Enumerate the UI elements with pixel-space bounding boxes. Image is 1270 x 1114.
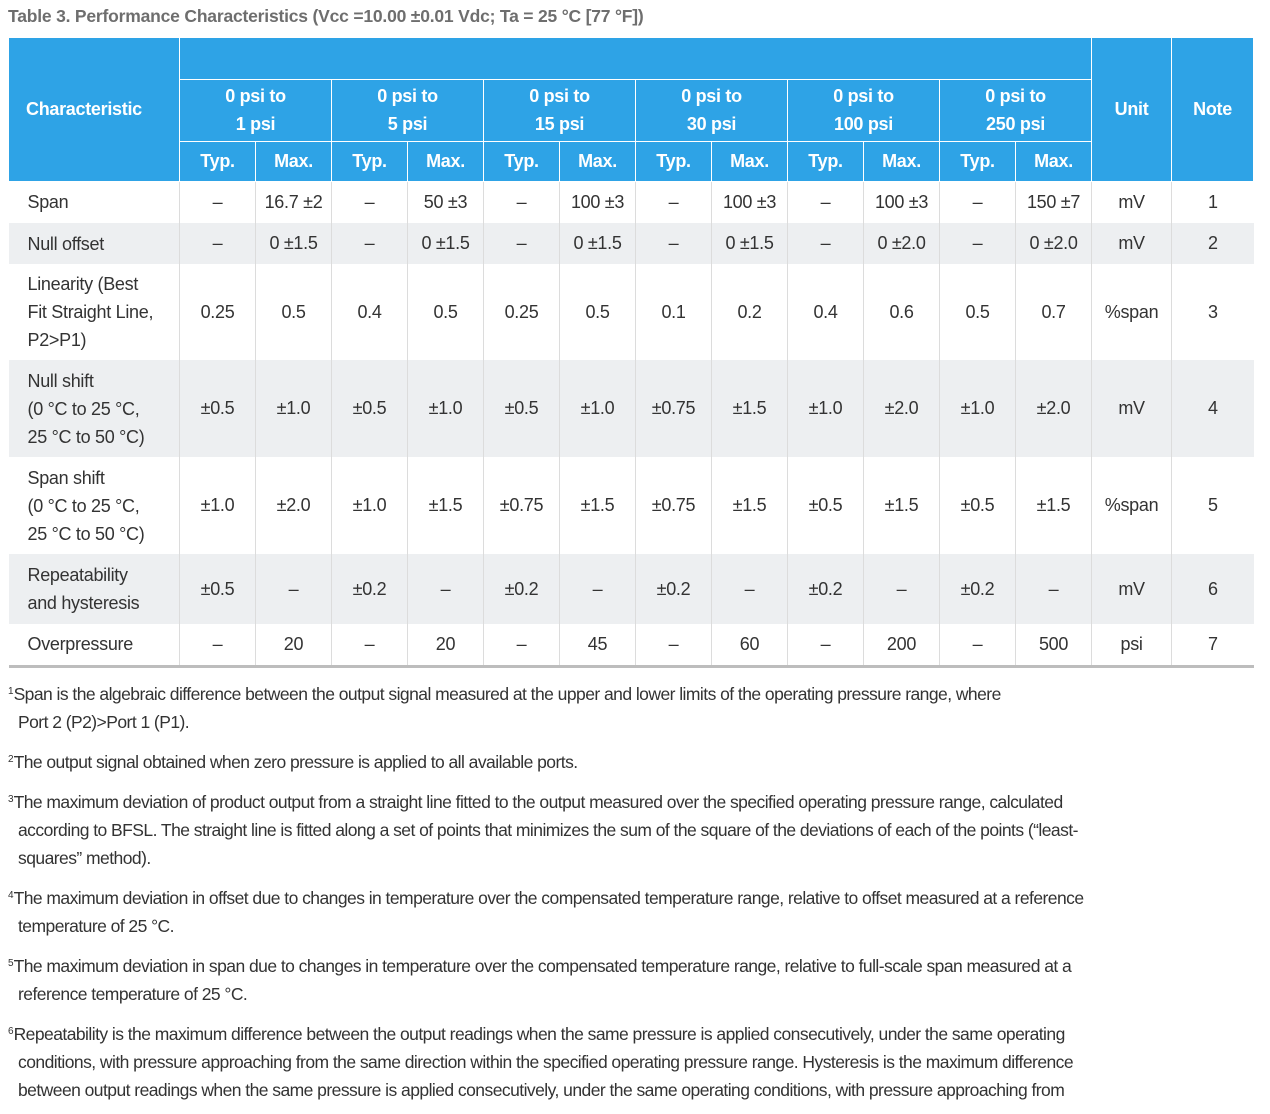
table-cell: ±1.0 — [408, 360, 484, 457]
table-cell: – — [332, 223, 408, 264]
table-cell: ±1.5 — [712, 457, 788, 554]
header-max: Max. — [1016, 141, 1092, 181]
table-cell: 0.5 — [940, 264, 1016, 360]
table-cell: – — [940, 181, 1016, 223]
table-cell: 0.25 — [484, 264, 560, 360]
characteristic-line: (0 °C to 25 °C, — [27, 495, 140, 516]
header-unit: Unit — [1092, 38, 1172, 181]
table-cell: ±1.0 — [788, 360, 864, 457]
table-cell: ±1.0 — [180, 457, 256, 554]
footnote-number: 4 — [8, 890, 14, 901]
table-cell: ±2.0 — [256, 457, 332, 554]
footnotes — [8, 678, 1253, 1114]
table-cell: – — [180, 181, 256, 223]
row-unit: mV — [1092, 554, 1172, 624]
footnote — [8, 746, 1253, 776]
table-cell: 100 ±3 — [560, 181, 636, 223]
table-cell: – — [560, 554, 636, 624]
table-cell: 0.5 — [408, 264, 484, 360]
footnote-line: Span is the algebraic difference between the output signal measured at the upper and lower limits of the operating pressure range, where — [13, 684, 1001, 704]
table-row — [9, 181, 1254, 223]
table-cell: – — [332, 624, 408, 666]
header-range-line: 30 psi — [686, 114, 737, 134]
footnote-line: reference temperature of 25 °C. — [18, 984, 248, 1004]
table-row — [9, 264, 1254, 360]
row-unit: mV — [1092, 181, 1172, 223]
footnote — [8, 1018, 1253, 1104]
table-cell: – — [636, 223, 712, 264]
table-cell: 0 ±1.5 — [256, 223, 332, 264]
characteristic-line: Span shift — [27, 467, 105, 488]
table-cell: – — [636, 624, 712, 666]
table-cell: 0.1 — [636, 264, 712, 360]
header-range — [332, 79, 484, 141]
header-range — [180, 79, 332, 141]
row-unit: psi — [1092, 624, 1172, 666]
footnote-line: Repeatability is the maximum difference between the output readings when the same pressure is applied consecutively, under the same operating — [13, 1024, 1065, 1044]
table-cell: 50 ±3 — [408, 181, 484, 223]
table-cell: 200 — [864, 624, 940, 666]
table-row — [9, 360, 1254, 457]
table-cell: – — [940, 223, 1016, 264]
footnote — [8, 950, 1253, 1008]
table-cell: – — [484, 223, 560, 264]
table-cell: 0 ±1.5 — [408, 223, 484, 264]
row-characteristic — [9, 360, 180, 457]
table-cell: 100 ±3 — [864, 181, 940, 223]
table-row — [9, 624, 1254, 666]
table-cell: – — [788, 624, 864, 666]
table-cell: – — [864, 554, 940, 624]
table-cell: 60 — [712, 624, 788, 666]
table-cell: – — [940, 624, 1016, 666]
footnote-line: The maximum deviation in span due to changes in temperature over the compensated temperature range, relative to full-scale span measured at a — [13, 956, 1072, 976]
table-cell: ±2.0 — [1016, 360, 1092, 457]
table-cell: ±0.5 — [940, 457, 1016, 554]
table-cell: 500 — [1016, 624, 1092, 666]
characteristic-line: P2>P1) — [27, 330, 87, 350]
header-range-line: 0 psi to — [985, 86, 1046, 106]
row-unit: %span — [1092, 457, 1172, 554]
table-cell: ±1.5 — [864, 457, 940, 554]
table-cell: 16.7 ±2 — [256, 181, 332, 223]
footnote-line: according to BFSL. The straight line is fitted along a set of points that minimizes the sum of the square of the deviations of each of the points (“least- — [18, 820, 1078, 840]
characteristic-line: (0 °C to 25 °C, — [27, 398, 140, 419]
table-cell: 100 ±3 — [712, 181, 788, 223]
footnote — [8, 678, 1253, 736]
table-cell: ±0.2 — [332, 554, 408, 624]
header-spacer — [180, 38, 1092, 79]
table-cell: 0.6 — [864, 264, 940, 360]
characteristic-line: 25 °C to 50 °C) — [27, 523, 145, 544]
header-range-line: 1 psi — [235, 114, 276, 134]
table-cell: 0 ±2.0 — [1016, 223, 1092, 264]
table-cell: 0.7 — [1016, 264, 1092, 360]
footnote-line: conditions, with pressure approaching from the same direction within the specified operating pressure range. Hysteresis is the maximum difference — [18, 1052, 1074, 1072]
table-cell: ±1.5 — [408, 457, 484, 554]
header-range-line: 100 psi — [834, 114, 893, 134]
table-cell: ±0.2 — [484, 554, 560, 624]
row-note: 2 — [1172, 223, 1254, 264]
table-cell: – — [180, 624, 256, 666]
table-cell: 150 ±7 — [1016, 181, 1092, 223]
header-range — [636, 79, 788, 141]
table-cell: ±0.75 — [636, 457, 712, 554]
header-range-line: 5 psi — [387, 114, 428, 134]
footnote-line: The output signal obtained when zero pressure is applied to all available ports. — [13, 752, 578, 772]
characteristic-line: Null offset — [27, 233, 104, 254]
row-note: 6 — [1172, 554, 1254, 624]
characteristic-line: 25 °C to 50 °C) — [27, 426, 145, 447]
table-row — [9, 554, 1254, 624]
table-cell: – — [484, 624, 560, 666]
table-cell: ±0.5 — [484, 360, 560, 457]
header-max: Max. — [560, 141, 636, 181]
row-characteristic — [9, 264, 180, 360]
footnote-number: 6 — [8, 1026, 14, 1037]
row-characteristic — [9, 624, 180, 666]
characteristic-line: Span — [27, 192, 69, 213]
table-cell: 0 ±1.5 — [712, 223, 788, 264]
table-cell: 0.5 — [560, 264, 636, 360]
table-cell: 0.2 — [712, 264, 788, 360]
header-range — [484, 79, 636, 141]
table-cell: ±0.2 — [940, 554, 1016, 624]
table-cell: ±1.5 — [712, 360, 788, 457]
header-typ: Typ. — [332, 141, 408, 181]
header-max: Max. — [408, 141, 484, 181]
table-cell: ±0.5 — [332, 360, 408, 457]
table-cell: 45 — [560, 624, 636, 666]
table-cell: ±1.5 — [560, 457, 636, 554]
table-cell: ±0.5 — [180, 554, 256, 624]
header-range — [788, 79, 940, 141]
table-cell: – — [180, 223, 256, 264]
table-cell: 0.4 — [332, 264, 408, 360]
table-cell: ±1.5 — [1016, 457, 1092, 554]
table-cell: 20 — [256, 624, 332, 666]
table-cell: ±1.0 — [332, 457, 408, 554]
table-cell: 20 — [408, 624, 484, 666]
table-cell: ±0.75 — [636, 360, 712, 457]
header-range-line: 0 psi to — [225, 86, 286, 106]
table-cell: ±0.2 — [636, 554, 712, 624]
table-cell: – — [1016, 554, 1092, 624]
footnote-line: temperature of 25 °C. — [18, 916, 174, 936]
characteristic-line: and hysteresis — [27, 593, 140, 613]
characteristic-line: Fit Straight Line, — [27, 302, 154, 322]
header-typ: Typ. — [180, 141, 256, 181]
table-cell: ±2.0 — [864, 360, 940, 457]
characteristic-line: Null shift — [27, 370, 94, 391]
table-cell: ±0.75 — [484, 457, 560, 554]
table-cell: 0 ±1.5 — [560, 223, 636, 264]
characteristic-line: Repeatability — [27, 565, 128, 585]
header-max: Max. — [256, 141, 332, 181]
footnote-number: 1 — [8, 686, 14, 697]
header-range-line: 0 psi to — [377, 86, 438, 106]
footnote-line: between output readings when the same pressure is applied consecutively, under the same operating conditions, with pressure approaching from — [18, 1080, 1065, 1100]
table-cell: – — [788, 223, 864, 264]
table-cell: ±0.2 — [788, 554, 864, 624]
row-note: 1 — [1172, 181, 1254, 223]
footnote-number: 2 — [8, 754, 14, 765]
table-row — [9, 457, 1254, 554]
footnote-line: Port 2 (P2)>Port 1 (P1). — [18, 712, 190, 732]
table-caption: Table 3. Performance Characteristics (Vcc =10.00 ±0.01 Vdc; Ta = 25 °C [77 °F]) — [8, 6, 644, 26]
footnote — [8, 786, 1253, 872]
characteristic-line: Overpressure — [27, 634, 133, 655]
footnote-line: The maximum deviation in offset due to changes in temperature over the compensated temperature range, relative to offset measured at a reference — [13, 888, 1084, 908]
row-characteristic — [9, 223, 180, 264]
table-cell: 0.4 — [788, 264, 864, 360]
table-cell: ±0.5 — [180, 360, 256, 457]
header-typ: Typ. — [788, 141, 864, 181]
row-unit: %span — [1092, 264, 1172, 360]
header-range-line: 0 psi to — [681, 86, 742, 106]
header-range — [940, 79, 1092, 141]
table-cell: – — [408, 554, 484, 624]
table-row — [9, 223, 1254, 264]
table-cell: ±1.0 — [256, 360, 332, 457]
row-note: 3 — [1172, 264, 1254, 360]
footnote-number: 5 — [8, 958, 14, 969]
table-cell: – — [712, 554, 788, 624]
header-range-line: 250 psi — [986, 114, 1045, 134]
header-typ: Typ. — [940, 141, 1016, 181]
footnote — [8, 882, 1253, 940]
row-characteristic — [9, 181, 180, 223]
header-range-line: 15 psi — [534, 114, 585, 134]
footnote-line: The maximum deviation of product output from a straight line fitted to the output measured over the specified operating pressure range, calculated — [13, 792, 1063, 812]
row-note: 7 — [1172, 624, 1254, 666]
table-cell: 0 ±2.0 — [864, 223, 940, 264]
header-range-line: 0 psi to — [833, 86, 894, 106]
row-characteristic — [9, 457, 180, 554]
table-cell: ±1.0 — [940, 360, 1016, 457]
row-note: 4 — [1172, 360, 1254, 457]
header-typ: Typ. — [636, 141, 712, 181]
header-note: Note — [1172, 38, 1254, 181]
table-cell: – — [484, 181, 560, 223]
table-cell: ±0.5 — [788, 457, 864, 554]
row-unit: mV — [1092, 360, 1172, 457]
performance-table — [8, 38, 1254, 668]
header-range-line: 0 psi to — [529, 86, 590, 106]
header-max: Max. — [864, 141, 940, 181]
table-cell: – — [788, 181, 864, 223]
footnote-number: 3 — [8, 794, 14, 805]
row-unit: mV — [1092, 223, 1172, 264]
characteristic-line: Linearity (Best — [27, 274, 139, 294]
header-characteristic: Characteristic — [9, 38, 180, 181]
footnote-line: squares” method). — [18, 848, 151, 868]
table-cell: ±1.0 — [560, 360, 636, 457]
row-note: 5 — [1172, 457, 1254, 554]
table-cell: – — [332, 181, 408, 223]
table-cell: – — [636, 181, 712, 223]
table-cell: – — [256, 554, 332, 624]
header-typ: Typ. — [484, 141, 560, 181]
table-cell: 0.5 — [256, 264, 332, 360]
row-characteristic — [9, 554, 180, 624]
header-max: Max. — [712, 141, 788, 181]
table-cell: 0.25 — [180, 264, 256, 360]
